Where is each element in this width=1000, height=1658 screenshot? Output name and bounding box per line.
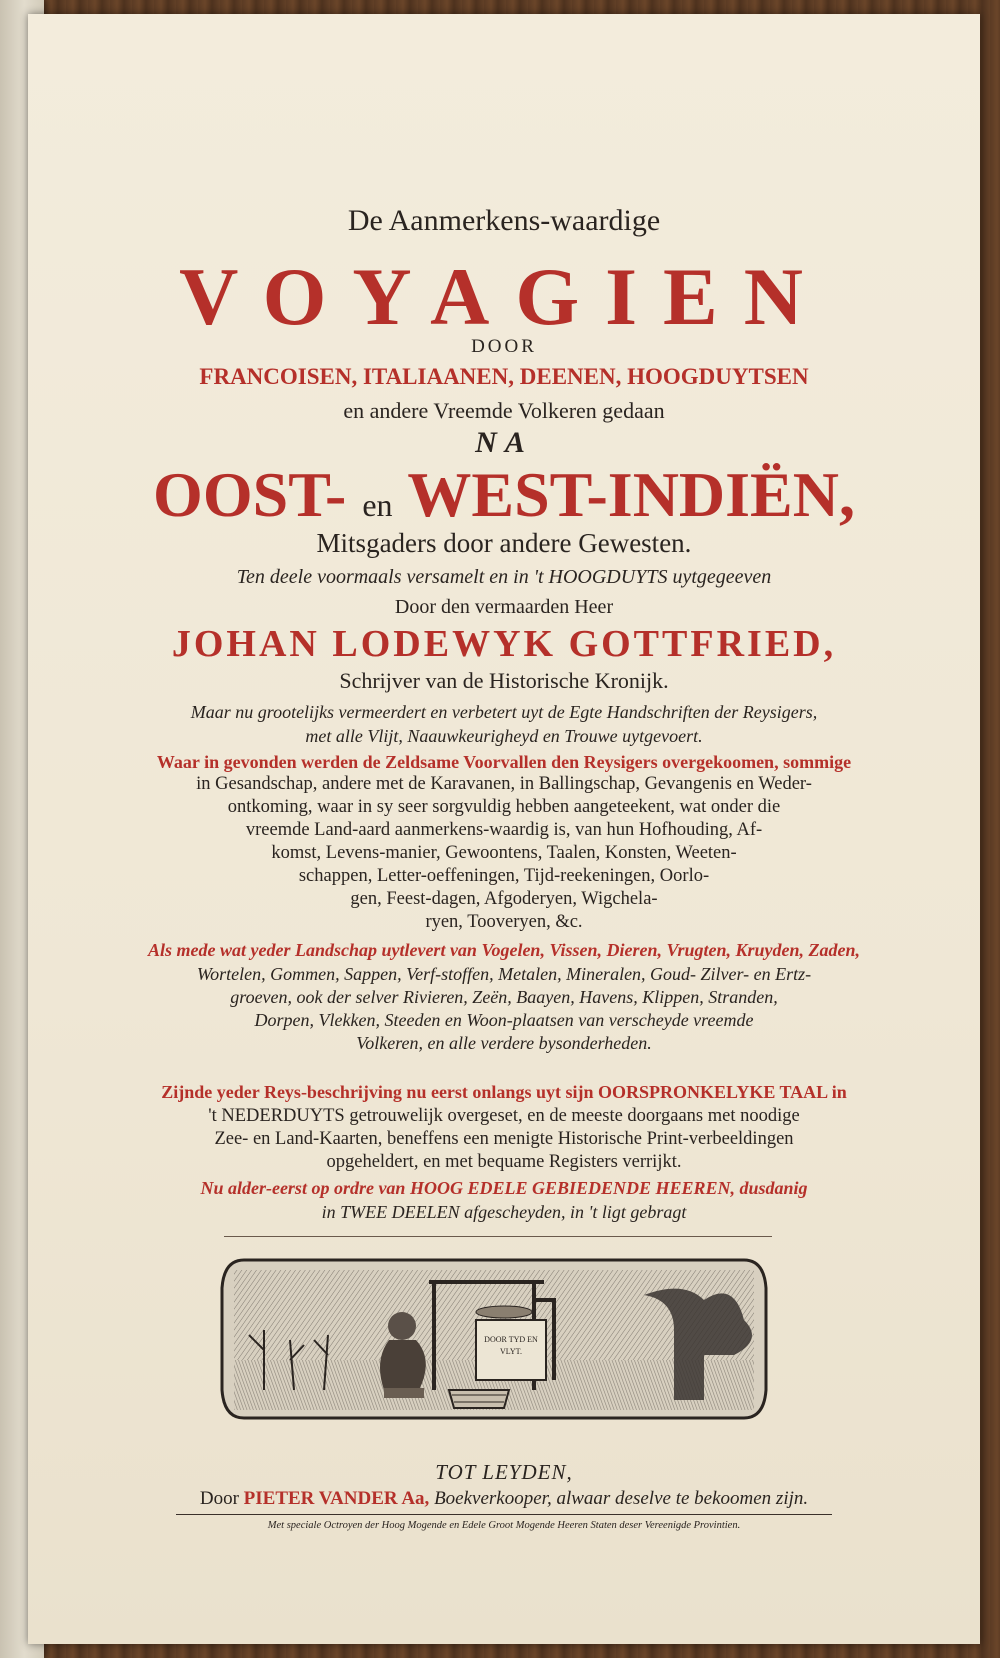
waar-line: ontkoming, waar in sy seer sorgvuldig hebben aangeteekent, wat onder die bbox=[227, 797, 781, 817]
divider-rule bbox=[224, 1236, 772, 1237]
waar-line: ryen, Tooveryen, &c. bbox=[425, 912, 583, 932]
line-door-den: Door den vermaarden Heer bbox=[394, 596, 614, 618]
heading-oost: OOST- bbox=[153, 459, 347, 530]
heading-west-indien: WEST-INDIËN, bbox=[407, 459, 855, 530]
heading-aanmerkens: De Aanmerkens-waardige bbox=[347, 204, 661, 237]
als-line: Volkeren, en alle verdere bysonderheden. bbox=[356, 1033, 652, 1053]
engraved-vignette bbox=[204, 1240, 784, 1440]
imprint-rule bbox=[176, 1514, 832, 1515]
waar-line: in Gesandschap, andere met de Karavanen, in Ballingschap, Gevangenis en Weder- bbox=[196, 774, 812, 794]
heading-door: DOOR bbox=[471, 336, 537, 357]
heading-en: en bbox=[362, 487, 393, 523]
author-name: JOHAN LODEWYK GOTTFRIED, bbox=[171, 623, 837, 665]
waar-line: vreemde Land-aard aanmerkens-waardig is, van hun Hofhouding, Af- bbox=[245, 820, 763, 840]
zijnde-line: Zee- en Land-Kaarten, beneffens een menigte Historische Print-verbeeldingen bbox=[214, 1129, 794, 1149]
maar-line-1: Maar nu grootelijks vermeerdert en verbetert uyt de Egte Handschriften der Reysigers, bbox=[190, 702, 818, 722]
zijnde-line: 't NEDERDUYTS getrouwelijk overgeset, en de meeste doorgaans met noodige bbox=[208, 1106, 800, 1126]
heading-mitsgaders: Mitsgaders door andere Gewesten. bbox=[316, 528, 692, 558]
waar-lead: Waar in gevonden werden de Zeldsame Voorvallen den Reysigers overgekoomen, sommige bbox=[156, 752, 852, 772]
line-ten-deele: Ten deele voormaals versamelt en in 't HOOGDUYTS uytgegeeven bbox=[236, 566, 772, 588]
waar-line: gen, Feest-dagen, Afgoderyen, Wigchela- bbox=[350, 889, 658, 909]
author-description: Schrijver van de Historische Kronijk. bbox=[339, 668, 669, 693]
zijnde-line: opgeheldert, en met bequame Registers verrijkt. bbox=[326, 1152, 682, 1172]
privilege-line: Met speciale Octroyen der Hoog Mogende en Edele Groot Mogende Heeren Staten deser Vereenigde Provintien. bbox=[267, 1520, 741, 1531]
waar-line: schappen, Letter-oeffeningen, Tijd-reekeningen, Oorlo- bbox=[298, 866, 710, 886]
maar-line-2: met alle Vlijt, Naauwkeurigheyd en Trouwe uytgevoert. bbox=[305, 726, 703, 746]
nu-line: in TWEE DEELEN afgescheyden, in 't ligt gebragt bbox=[321, 1202, 687, 1222]
als-line: Dorpen, Vlekken, Steeden en Woon-plaatsen van verscheyde vreemde bbox=[254, 1010, 754, 1030]
heading-voyagien: VOYAGIEN bbox=[179, 251, 829, 342]
heading-oost-west-indien bbox=[28, 458, 980, 532]
als-line: groeven, ook der selver Rivieren, Zeën, Baayen, Havens, Klippen, Stranden, bbox=[230, 987, 778, 1007]
heading-nations: FRANCOISEN, ITALIAANEN, DEENEN, HOOGDUYTSEN bbox=[199, 364, 809, 389]
imprint-line bbox=[28, 1488, 980, 1510]
nu-lead: Nu alder-eerst op ordre van HOOG EDELE GEBIEDENDE HEEREN, dusdanig bbox=[200, 1178, 808, 1198]
imprint-door: Door bbox=[199, 1488, 239, 1509]
waar-line: komst, Levens-manier, Gewoontens, Taalen, Konsten, Weeten- bbox=[271, 843, 737, 863]
vignette-inscription-line: DOOR TYD EN bbox=[484, 1335, 538, 1344]
heading-andere: en andere Vreemde Volkeren gedaan bbox=[343, 398, 665, 423]
title-page bbox=[28, 14, 980, 1644]
imprint-rest: Boekverkooper, alwaar deselve te bekoomen zijn. bbox=[434, 1488, 809, 1509]
imprint-city: TOT LEYDEN, bbox=[435, 1460, 573, 1484]
zijnde-lead: Zijnde yeder Reys-beschrijving nu eerst onlangs uyt sijn OORSPRONKELYKE TAAL in bbox=[161, 1082, 847, 1102]
als-lead: Als mede wat yeder Landschap uytlevert van Vogelen, Vissen, Dieren, Vrugten, Kruyden, Zaden, bbox=[147, 940, 860, 960]
als-line: Wortelen, Gommen, Sappen, Verf-stoffen, Metalen, Mineralen, Goud- Zilver- en Ertz- bbox=[196, 964, 812, 984]
vignette-inscription-line: VLYT. bbox=[500, 1347, 522, 1356]
imprint-printer: PIETER VANDER Aa, bbox=[243, 1488, 430, 1509]
heading-na: NA bbox=[475, 426, 533, 459]
